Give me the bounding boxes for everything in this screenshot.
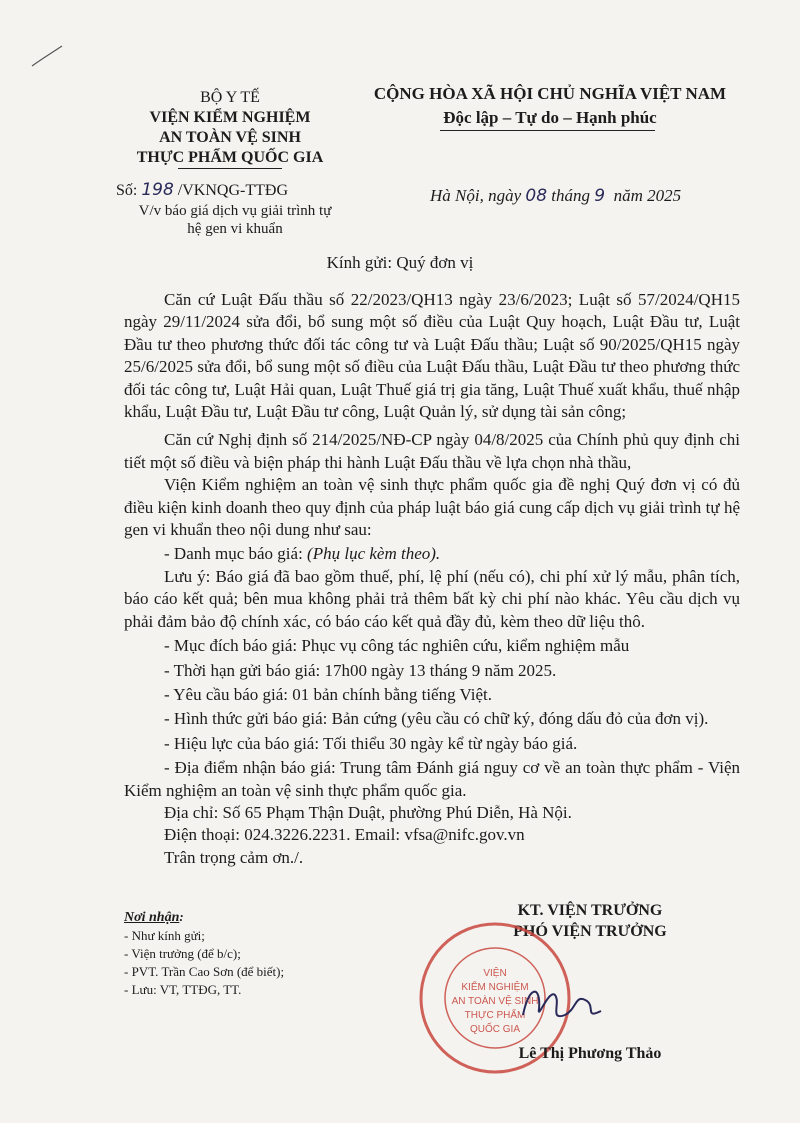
date-month: 9 <box>594 186 606 206</box>
document-subject <box>100 202 370 238</box>
greeting <box>0 253 800 273</box>
subject-line2: hệ gen vi khuẩn <box>187 221 283 237</box>
subject-line1: V/v báo giá dịch vụ giải trình tự <box>138 203 332 219</box>
bullet-quote-list-label: - Danh mục báo giá: <box>164 544 308 564</box>
number-handwritten: 198 <box>141 180 174 200</box>
paragraph-request: Viện Kiểm nghiệm an toàn vệ sinh thực phẩm quốc gia đề nghị Quý đơn vị có đủ điều kiện kinh doanh theo quy định của pháp luật báo giá cung cấp dịch vụ giải trình tự hệ gen vi khuẩn theo nội dung như sau: <box>124 475 740 540</box>
greeting-label: Kính gửi: <box>326 253 393 272</box>
stamp-line3: AN TOÀN VỆ SINH <box>451 996 539 1007</box>
issue-date <box>430 186 681 206</box>
motto-underline <box>440 130 655 131</box>
contact-phone-email: Điện thoại: 024.3226.2231. Email: vfsa@nifc.gov.vn <box>164 825 525 845</box>
date-prefix: Hà Nội, ngày <box>430 186 522 205</box>
recipient-item: - Như kính gửi; <box>124 928 205 943</box>
date-year: năm 2025 <box>613 186 682 205</box>
signature-line1: KT. VIỆN TRƯỞNG <box>517 902 663 919</box>
handwritten-signature <box>515 975 635 1035</box>
contact-address: Địa chỉ: Số 65 Phạm Thận Duật, phường Phú Diễn, Hà Nội. <box>164 802 572 822</box>
recipients-block <box>124 908 364 999</box>
bullet-requirement: - Yêu cầu báo giá: 01 bản chính bằng tiếng Việt. <box>164 684 493 704</box>
org-underline <box>178 168 282 169</box>
bullet-quote-list <box>124 543 740 565</box>
issuing-org-header <box>100 88 360 168</box>
org-name-line1: VIỆN KIỂM NGHIỆM <box>149 109 311 126</box>
closing-remark: Trân trọng cảm ơn./. <box>164 847 304 867</box>
document-number <box>116 180 288 200</box>
paragraph-note: Lưu ý: Báo giá đã bao gồm thuế, phí, lệ phí (nếu có), chi phí xử lý mẫu, phân tích, báo cáo kết quả; bên mua không phải trả thêm bất kỳ chi phí nào khác. Yêu cầu dịch vụ phải đảm bảo độ chính xác, có báo cáo kết quả đầy đủ, kèm theo dữ liệu thô. <box>124 566 740 631</box>
pen-mark <box>28 42 68 72</box>
stamp-line5: QUỐC GIA <box>469 1024 521 1035</box>
recipient-item: - Lưu: VT, TTĐG, TT. <box>124 982 242 997</box>
bullet-quote-list-value: (Phụ lục kèm theo). <box>307 544 441 564</box>
ministry-name: BỘ Y TẾ <box>200 89 260 106</box>
stamp-line2: KIỂM NGHIỆM <box>461 982 529 993</box>
recipient-item: - Viện trưởng (để b/c); <box>124 946 241 961</box>
number-label: Số: <box>116 182 138 199</box>
date-month-label: tháng <box>551 186 591 205</box>
paragraph-legal-basis-1: Căn cứ Luật Đấu thầu số 22/2023/QH13 ngày 23/6/2023; Luật số 57/2024/QH15 ngày 29/11/2024 sửa đổi, bổ sung một số điều của Luật Quy hoạch, Luật Đầu tư, Luật Đầu tư theo phương thức đối tác công tư và Luật Đấu thầu; Luật số 90/2025/QH15 ngày 25/6/2025 sửa đổi, bổ sung một số điều của Luật Đấu thầu, Luật Đầu tư theo phương thức đối tác công tư, Luật Hải quan, Luật Thuế giá trị gia tăng, Luật Thuế xuất khẩu, thuế nhập khẩu, Luật Đầu tư, Luật Đầu tư công, Luật Quản lý, sử dụng tài sản công; <box>124 290 740 422</box>
recipients-title: Nơi nhận: <box>124 909 184 925</box>
bullet-deadline: - Thời hạn gửi báo giá: 17h00 ngày 13 tháng 9 năm 2025. <box>164 660 557 680</box>
bullet-purpose: - Mục đích báo giá: Phục vụ công tác nghiên cứu, kiểm nghiệm mẫu <box>164 636 630 656</box>
org-name-line2: AN TOÀN VỆ SINH <box>159 129 301 146</box>
national-header <box>360 82 740 130</box>
stamp-line1: VIỆN <box>483 968 507 979</box>
greeting-target: Quý đơn vị <box>396 253 474 272</box>
nation-title: CỘNG HÒA XÃ HỘI CHỦ NGHĨA VIỆT NAM <box>373 84 727 103</box>
signer-name: Lê Thị Phương Thảo <box>518 1045 662 1062</box>
letter-body <box>124 289 740 869</box>
date-day: 08 <box>525 186 548 206</box>
org-name-line3: THỰC PHẨM QUỐC GIA <box>136 149 324 166</box>
bullet-validity: - Hiệu lực của báo giá: Tối thiểu 30 ngày kể từ ngày báo giá. <box>164 733 578 753</box>
bullet-format: - Hình thức gửi báo giá: Bản cứng (yêu cầu có chữ ký, đóng dấu đỏ của đơn vị). <box>164 709 709 729</box>
bullet-location: - Địa điểm nhận báo giá: Trung tâm Đánh giá nguy cơ về an toàn thực phẩm - Viện Kiểm nghiệm an toàn vệ sinh thực phẩm quốc gia. <box>124 758 740 800</box>
stamp-line4: THỰC PHẨM <box>464 1010 526 1021</box>
signature-line2: PHÓ VIỆN TRƯỞNG <box>513 923 667 940</box>
number-code: /VKNQG-TTĐG <box>177 182 288 199</box>
national-motto: Độc lập – Tự do – Hạnh phúc <box>443 108 657 127</box>
recipient-item: - PVT. Trần Cao Sơn (để biết); <box>124 964 285 979</box>
paragraph-legal-basis-2: Căn cứ Nghị định số 214/2025/NĐ-CP ngày 04/8/2025 của Chính phủ quy định chi tiết một số điều và biện pháp thi hành Luật Đấu thầu về lựa chọn nhà thầu, <box>124 430 740 472</box>
